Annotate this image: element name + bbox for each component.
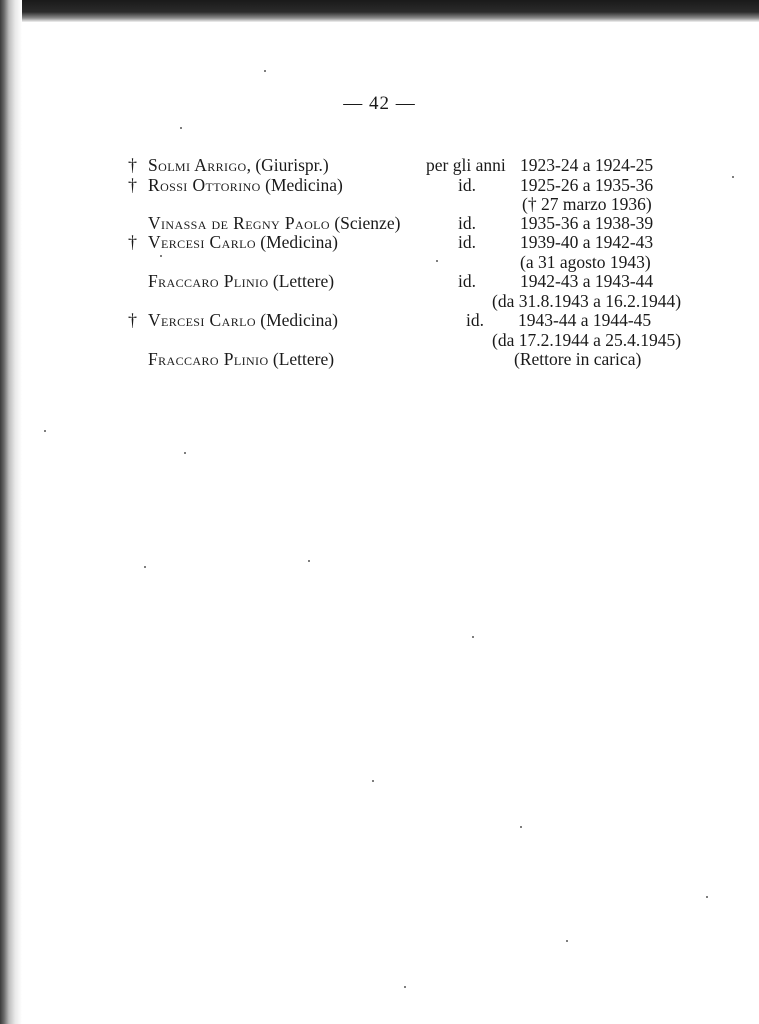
rector-surname: Rossi Ottorino bbox=[148, 175, 261, 195]
period-note: (Rettore in carica) bbox=[514, 349, 642, 369]
period-range: 1939-40 a 1942-43 bbox=[520, 232, 654, 252]
rector-faculty: (Medicina) bbox=[260, 175, 343, 195]
rector-faculty: (Lettere) bbox=[268, 349, 335, 369]
period-prefix: per gli anni bbox=[426, 155, 506, 175]
period-range: 1935-36 a 1938-39 bbox=[520, 213, 654, 233]
scan-speck bbox=[706, 896, 708, 898]
rector-faculty: (Lettere) bbox=[268, 271, 335, 291]
scan-speck bbox=[566, 940, 568, 942]
period-prefix: id. bbox=[466, 310, 484, 330]
period-range: 1943-44 a 1944-45 bbox=[518, 310, 652, 330]
scan-speck bbox=[180, 127, 182, 129]
period-prefix: id. bbox=[458, 213, 476, 233]
dagger-mark: † bbox=[128, 310, 137, 330]
rector-name bbox=[148, 213, 400, 233]
scan-speck bbox=[308, 560, 310, 562]
rector-surname: Vercesi Carlo bbox=[148, 310, 256, 330]
rector-name bbox=[148, 310, 338, 330]
scan-speck bbox=[436, 260, 438, 262]
dagger-mark: † bbox=[128, 175, 137, 195]
scan-speck bbox=[44, 430, 46, 432]
rector-name bbox=[148, 349, 334, 369]
rector-faculty: (Medicina) bbox=[255, 232, 339, 252]
rector-name bbox=[148, 155, 329, 175]
scan-speck bbox=[372, 780, 374, 782]
scan-speck bbox=[160, 255, 162, 257]
scan-speck bbox=[184, 452, 186, 454]
page-number: — 42 — bbox=[343, 93, 416, 114]
period-range: 1923-24 a 1924-25 bbox=[520, 155, 654, 175]
rector-surname: Vinassa de Regny Paolo bbox=[148, 213, 330, 233]
scan-speck bbox=[520, 826, 522, 828]
rector-name bbox=[148, 271, 334, 291]
scan-speck bbox=[472, 636, 474, 638]
period-note: (da 17.2.1944 a 25.4.1945) bbox=[492, 330, 682, 350]
dagger-mark: † bbox=[128, 155, 137, 175]
period-note: (da 31.8.1943 a 16.2.1944) bbox=[492, 291, 682, 311]
rector-name bbox=[148, 175, 343, 195]
period-note: (a 31 agosto 1943) bbox=[520, 252, 651, 272]
period-range: 1925-26 a 1935-36 bbox=[520, 175, 654, 195]
scan-speck bbox=[264, 70, 266, 72]
period-note: († 27 marzo 1936) bbox=[522, 194, 652, 214]
scan-speck bbox=[732, 176, 734, 178]
rector-name bbox=[148, 232, 338, 252]
rector-faculty: (Scienze) bbox=[329, 213, 401, 233]
rector-faculty: , (Giurispr.) bbox=[246, 155, 329, 175]
rector-surname: Vercesi Carlo bbox=[148, 232, 256, 252]
period-range: 1942-43 a 1943-44 bbox=[520, 271, 654, 291]
dagger-mark: † bbox=[128, 232, 137, 252]
scan-speck bbox=[144, 566, 146, 568]
rector-faculty: (Medicina) bbox=[255, 310, 339, 330]
scan-speck bbox=[404, 986, 406, 988]
rector-surname: Solmi Arrigo bbox=[148, 155, 247, 175]
rector-surname: Fraccaro Plinio bbox=[148, 271, 269, 291]
rector-surname: Fraccaro Plinio bbox=[148, 349, 269, 369]
period-prefix: id. bbox=[458, 271, 476, 291]
period-prefix: id. bbox=[458, 175, 476, 195]
period-prefix: id. bbox=[458, 232, 476, 252]
